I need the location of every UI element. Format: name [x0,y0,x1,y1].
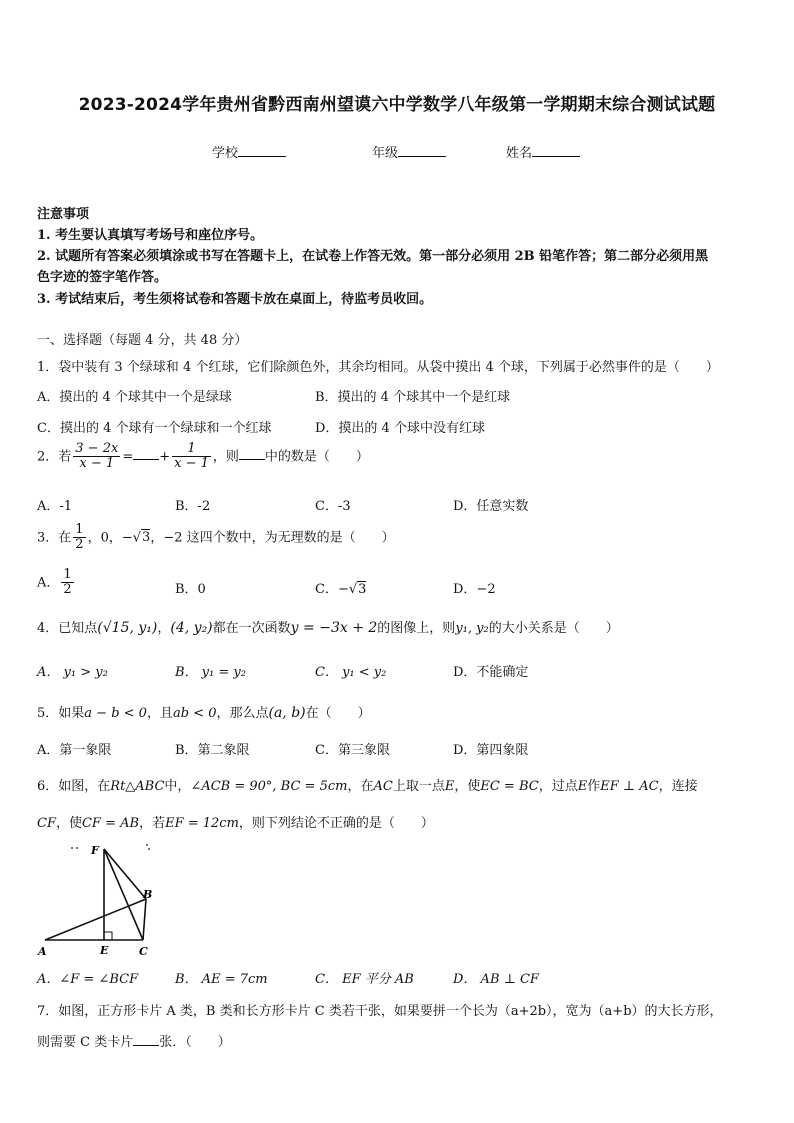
question-5-stem [37,702,371,721]
q6-text: ，在 [347,779,374,794]
q5-expr-1: a − b < 0 [84,706,147,721]
q6-math: E [577,779,588,794]
label-f: F [91,844,99,857]
name-field [506,142,580,161]
question-3-stem [37,523,395,553]
q2-post-1: ，则 [212,449,239,465]
q5-option-c: C．第三象限 [315,743,390,758]
q6-figure [35,838,160,960]
segment-fb [104,849,146,899]
label-e: E [100,944,109,957]
q5-option-d: D．第四象限 [453,743,529,758]
q6-math: CF = AB [81,816,140,831]
question-2-stem [37,442,369,472]
section-heading: 一、选择题（每题 4 分，共 48 分） [37,333,248,348]
q6-option-b: B． AE = 7cm [175,972,268,987]
q5-option-a: A．第一象限 [37,743,112,758]
q2-blank-2 [239,447,265,460]
q3-option-a [37,568,76,598]
q1-option-b: B．摸出的 4 个球其中一个是红球 [315,390,511,405]
grade-label: 年级 [372,146,399,161]
q2-blank [133,447,159,460]
segment-bc [143,899,146,940]
q6-text: 作 [587,779,601,794]
q6-text: ，若 [139,816,166,831]
name-label: 姓名 [506,146,533,161]
q6-text: ，使 [454,779,481,794]
q2-f2-numerator: 1 [172,442,211,457]
q2-f2-denominator: x − 1 [174,456,209,472]
grade-field [372,142,446,161]
q6-text: 中， [164,779,191,794]
q6-text: 上取一点 [392,779,445,794]
q6-math: Rt△ABC [110,779,165,794]
q3-a-fraction [61,568,73,598]
q4-option-a: A． y₁ > y₂ [37,665,108,680]
note-item: 3. 考试结束后，考生须将试卷和答题卡放在桌面上，待监考员收回。 [37,292,433,307]
label-a: A [38,945,47,958]
school-blank [238,144,286,157]
q5-option-b: B．第二象限 [175,743,250,758]
q5-stem-2: ，且 [146,706,173,721]
q5-expr-3: (a, b) [268,705,306,721]
note-item: 色字迹的签字笔作答。 [37,270,168,285]
segment-ab [45,899,146,940]
q6-math: EF ⊥ AC [600,779,659,794]
q5-stem-3: ，那么点 [216,706,269,721]
right-angle-mark [104,932,112,940]
notes-heading: 注意事项 [37,207,90,222]
page-title: 2023-2024学年贵州省黔西南州望谟六中学数学八年级第一学期期末综合测试试题 [78,95,716,115]
q3-option-b: B．0 [175,582,206,597]
q4-option-d: D．不能确定 [453,665,529,680]
q2-f1-denominator: x − 1 [79,456,115,472]
q2-fraction-2 [172,442,211,472]
q3-a-denominator: 2 [63,582,72,598]
q3-option-d: D．−2 [453,582,496,597]
question-1-stem: 1．袋中装有 3 个绿球和 4 个红球，它们除颜色外，其余均相同。从袋中摸出 4 个球，下列属于必然事件的是（ ） [37,360,719,375]
q6-option-d: D． AB ⊥ CF [453,972,539,987]
segment-fc [104,849,143,940]
q6-math: ∠ACB = 90°, BC = 5cm [190,779,348,794]
q3-post: ，−2 这四个数中，为无理数的是（ ） [150,530,395,546]
q6-math: E [444,779,455,794]
q4-option-c: C． y₁ < y₂ [315,665,387,680]
q4-post-2: 的大小关系是（ ） [488,621,619,636]
q6-math: EF = 12cm [165,816,239,831]
q6-text: 6．如图，在 [37,779,111,794]
q3-c-label: C．− [315,582,349,597]
q4-point-1: (√15, y₁) [97,620,158,636]
q2-option-d: D．任意实数 [453,499,529,514]
note-item: 1. 考生要认真填写考场号和座位序号。 [37,228,264,243]
school-field [212,142,286,161]
q7-text: 则需要 C 类卡片 [37,1035,134,1050]
radical-sign: √ [132,530,142,546]
q4-vars: y₁, y₂ [455,621,489,636]
label-b: B [143,888,153,901]
q6-text: ，连接 [658,779,698,794]
q6-math: AC [373,779,393,794]
school-label: 学校 [212,146,239,161]
q1-option-a: A．摸出的 4 个球其中一个是绿球 [37,390,232,405]
q2-option-a: A．-1 [37,499,73,514]
q3-option-c [315,578,366,597]
q3-prefix: 3．在 [37,530,72,546]
q4-post: 的图像上，则 [377,621,456,636]
question-7-line-2 [37,1031,231,1050]
note-item: 2. 试题所有答案必须填涂或书写在答题卡上，在试卷上作答无效。第一部分必须用 2B 铅笔作答；第二部分必须用黑 [37,249,709,264]
q1-option-c: C．摸出的 4 个球有一个绿球和一个红球 [37,421,272,436]
q6-option-c: C． EF 平分 AB [315,972,414,987]
question-4-stem [37,617,619,636]
q2-prefix: 2．若 [37,449,72,465]
q3-a-label: A． [37,575,60,591]
q3-a-numerator: 1 [63,567,72,582]
q2-plus: + [159,449,171,465]
name-blank [532,144,580,157]
q3-mid: ，0，− [87,530,133,546]
q3-c-radicand: 3 [358,582,367,597]
q6-math: EC = BC [480,779,539,794]
question-6-line-2 [37,812,434,831]
q2-f1-numerator: 3 − 2x [75,441,119,456]
q4-option-b: B． y₁ = y₂ [175,665,246,680]
q4-prefix: 4．已知点 [37,621,98,636]
question-7-line-1: 7．如图，正方形卡片 A 类，B 类和长方形卡片 C 类若干张，如果要拼一个长为（a+2b），宽为（a+b）的大长方形， [37,1004,723,1019]
q6-text: ，使 [55,816,82,831]
q5-expr-2: ab < 0 [172,706,217,721]
q3-fraction [73,523,85,553]
q2-equals: = [122,449,134,465]
q3-f-denominator: 2 [75,537,84,553]
q6-text: ，过点 [538,779,578,794]
q2-option-b: B．-2 [175,499,211,514]
grade-blank [398,144,446,157]
q3-radicand: 3 [142,530,151,546]
q3-f-numerator: 1 [75,522,84,537]
q6-option-a: A．∠F = ∠BCF [37,972,139,987]
q1-option-d: D．摸出的 4 个球中没有红球 [315,421,485,436]
label-c: C [139,945,148,958]
q2-option-c: C．-3 [315,499,351,514]
q7-blank [133,1033,159,1046]
q4-point-2: (4, y₂) [170,620,213,636]
q5-stem-4: 在（ ） [305,706,371,721]
q5-stem-1: 5．如果 [37,706,85,721]
q4-function: y = −3x + 2 [290,620,378,636]
q4-sep: ， [157,621,171,636]
q6-math: CF [37,816,56,831]
q2-fraction-1 [73,442,120,472]
radical-sign: √ [348,582,358,597]
q4-mid: 都在一次函数 [212,621,291,636]
question-6-line-1 [37,775,698,794]
q2-post-2: 中的数是（ ） [264,449,369,465]
q7-text: 张．（ ） [159,1035,231,1050]
q6-text: ，则下列结论不正确的是（ ） [238,816,434,831]
